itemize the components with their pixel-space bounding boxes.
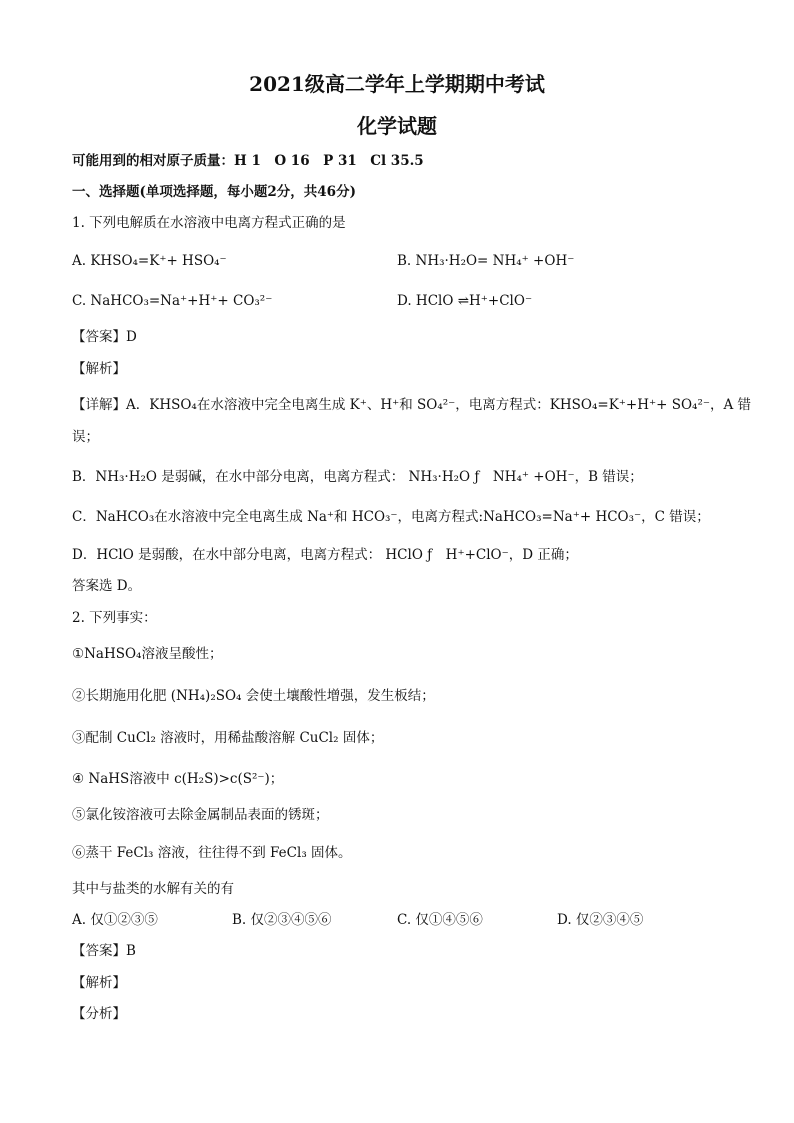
q1-detail-b: B．NH₃·H₂O 是弱碱，在水中部分电离，电离方程式： NH₃·H₂O ƒ NH₄⁺ +OH⁻，B 错误； [72, 469, 643, 485]
exam-title: 2021级高二学年上学期期中考试 [249, 72, 545, 96]
q1-option-b: B. NH₃·H₂O= NH₄⁺ +OH⁻ [397, 253, 575, 269]
q1-detail-a: 【详解】A．KHSO₄在水溶液中完全电离生成 K⁺、H⁺和 SO₄²⁻，电离方程式：KHSO₄=K⁺+H⁺+ SO₄²⁻，A 错 [72, 397, 752, 413]
q1-option-c: C. NaHCO₃=Na⁺+H⁺+ CO₃²⁻ [72, 293, 273, 309]
q1-conclusion: 答案选 D。 [72, 578, 142, 594]
q2-fact-1: ①NaHSO₄溶液呈酸性； [72, 646, 223, 662]
section-heading: 一、选择题(单项选择题，每小题2分，共46分) [72, 184, 356, 200]
q2-question: 其中与盐类的水解有关的有 [72, 881, 234, 897]
q1-detail-d: D．HClO 是弱酸，在水中部分电离，电离方程式： HClO ƒ H⁺+ClO⁻，D 正确； [72, 547, 578, 563]
q2-option-d: D. 仅②③④⑤ [557, 912, 644, 928]
q1-answer: 【答案】D [72, 329, 137, 345]
q2-option-c: C. 仅①④⑤⑥ [397, 912, 483, 928]
q2-answer: 【答案】B [72, 943, 136, 959]
q2-option-b: B. 仅②③④⑤⑥ [232, 912, 332, 928]
q2-analysis-label: 【解析】 [72, 975, 126, 991]
q2-fact-6: ⑥蒸干 FeCl₃ 溶液，往往得不到 FeCl₃ 固体。 [72, 845, 352, 861]
q2-fact-3: ③配制 CuCl₂ 溶液时，用稀盐酸溶解 CuCl₂ 固体； [72, 730, 384, 746]
q2-fact-4: ④ NaHS溶液中 c(H₂S)>c(S²⁻)； [72, 771, 284, 787]
q1-option-a: A. KHSO₄=K⁺+ HSO₄⁻ [72, 253, 227, 269]
q1-analysis-label: 【解析】 [72, 361, 126, 377]
q1-detail-a-cont: 误； [72, 429, 99, 445]
atomic-masses-line: 可能用到的相对原子质量：H 1 O 16 P 31 Cl 35.5 [72, 153, 424, 169]
q1-stem: 1. 下列电解质在水溶液中电离方程式正确的是 [72, 215, 346, 231]
exam-subtitle: 化学试题 [357, 114, 437, 138]
q2-fenxi-label: 【分析】 [72, 1006, 126, 1022]
q2-fact-2: ②长期施用化肥 (NH₄)₂SO₄ 会使土壤酸性增强，发生板结； [72, 688, 435, 704]
q2-option-a: A. 仅①②③⑤ [72, 912, 158, 928]
q1-detail-c: C．NaHCO₃在水溶液中完全电离生成 Na⁺和 HCO₃⁻，电离方程式:NaHCO₃=Na⁺+ HCO₃⁻，C 错误； [72, 509, 710, 525]
q1-option-d: D. HClO ⇌H⁺+ClO⁻ [397, 293, 533, 309]
q2-stem: 2. 下列事实： [72, 610, 157, 626]
q2-fact-5: ⑤氯化铵溶液可去除金属制品表面的锈斑； [72, 807, 329, 823]
